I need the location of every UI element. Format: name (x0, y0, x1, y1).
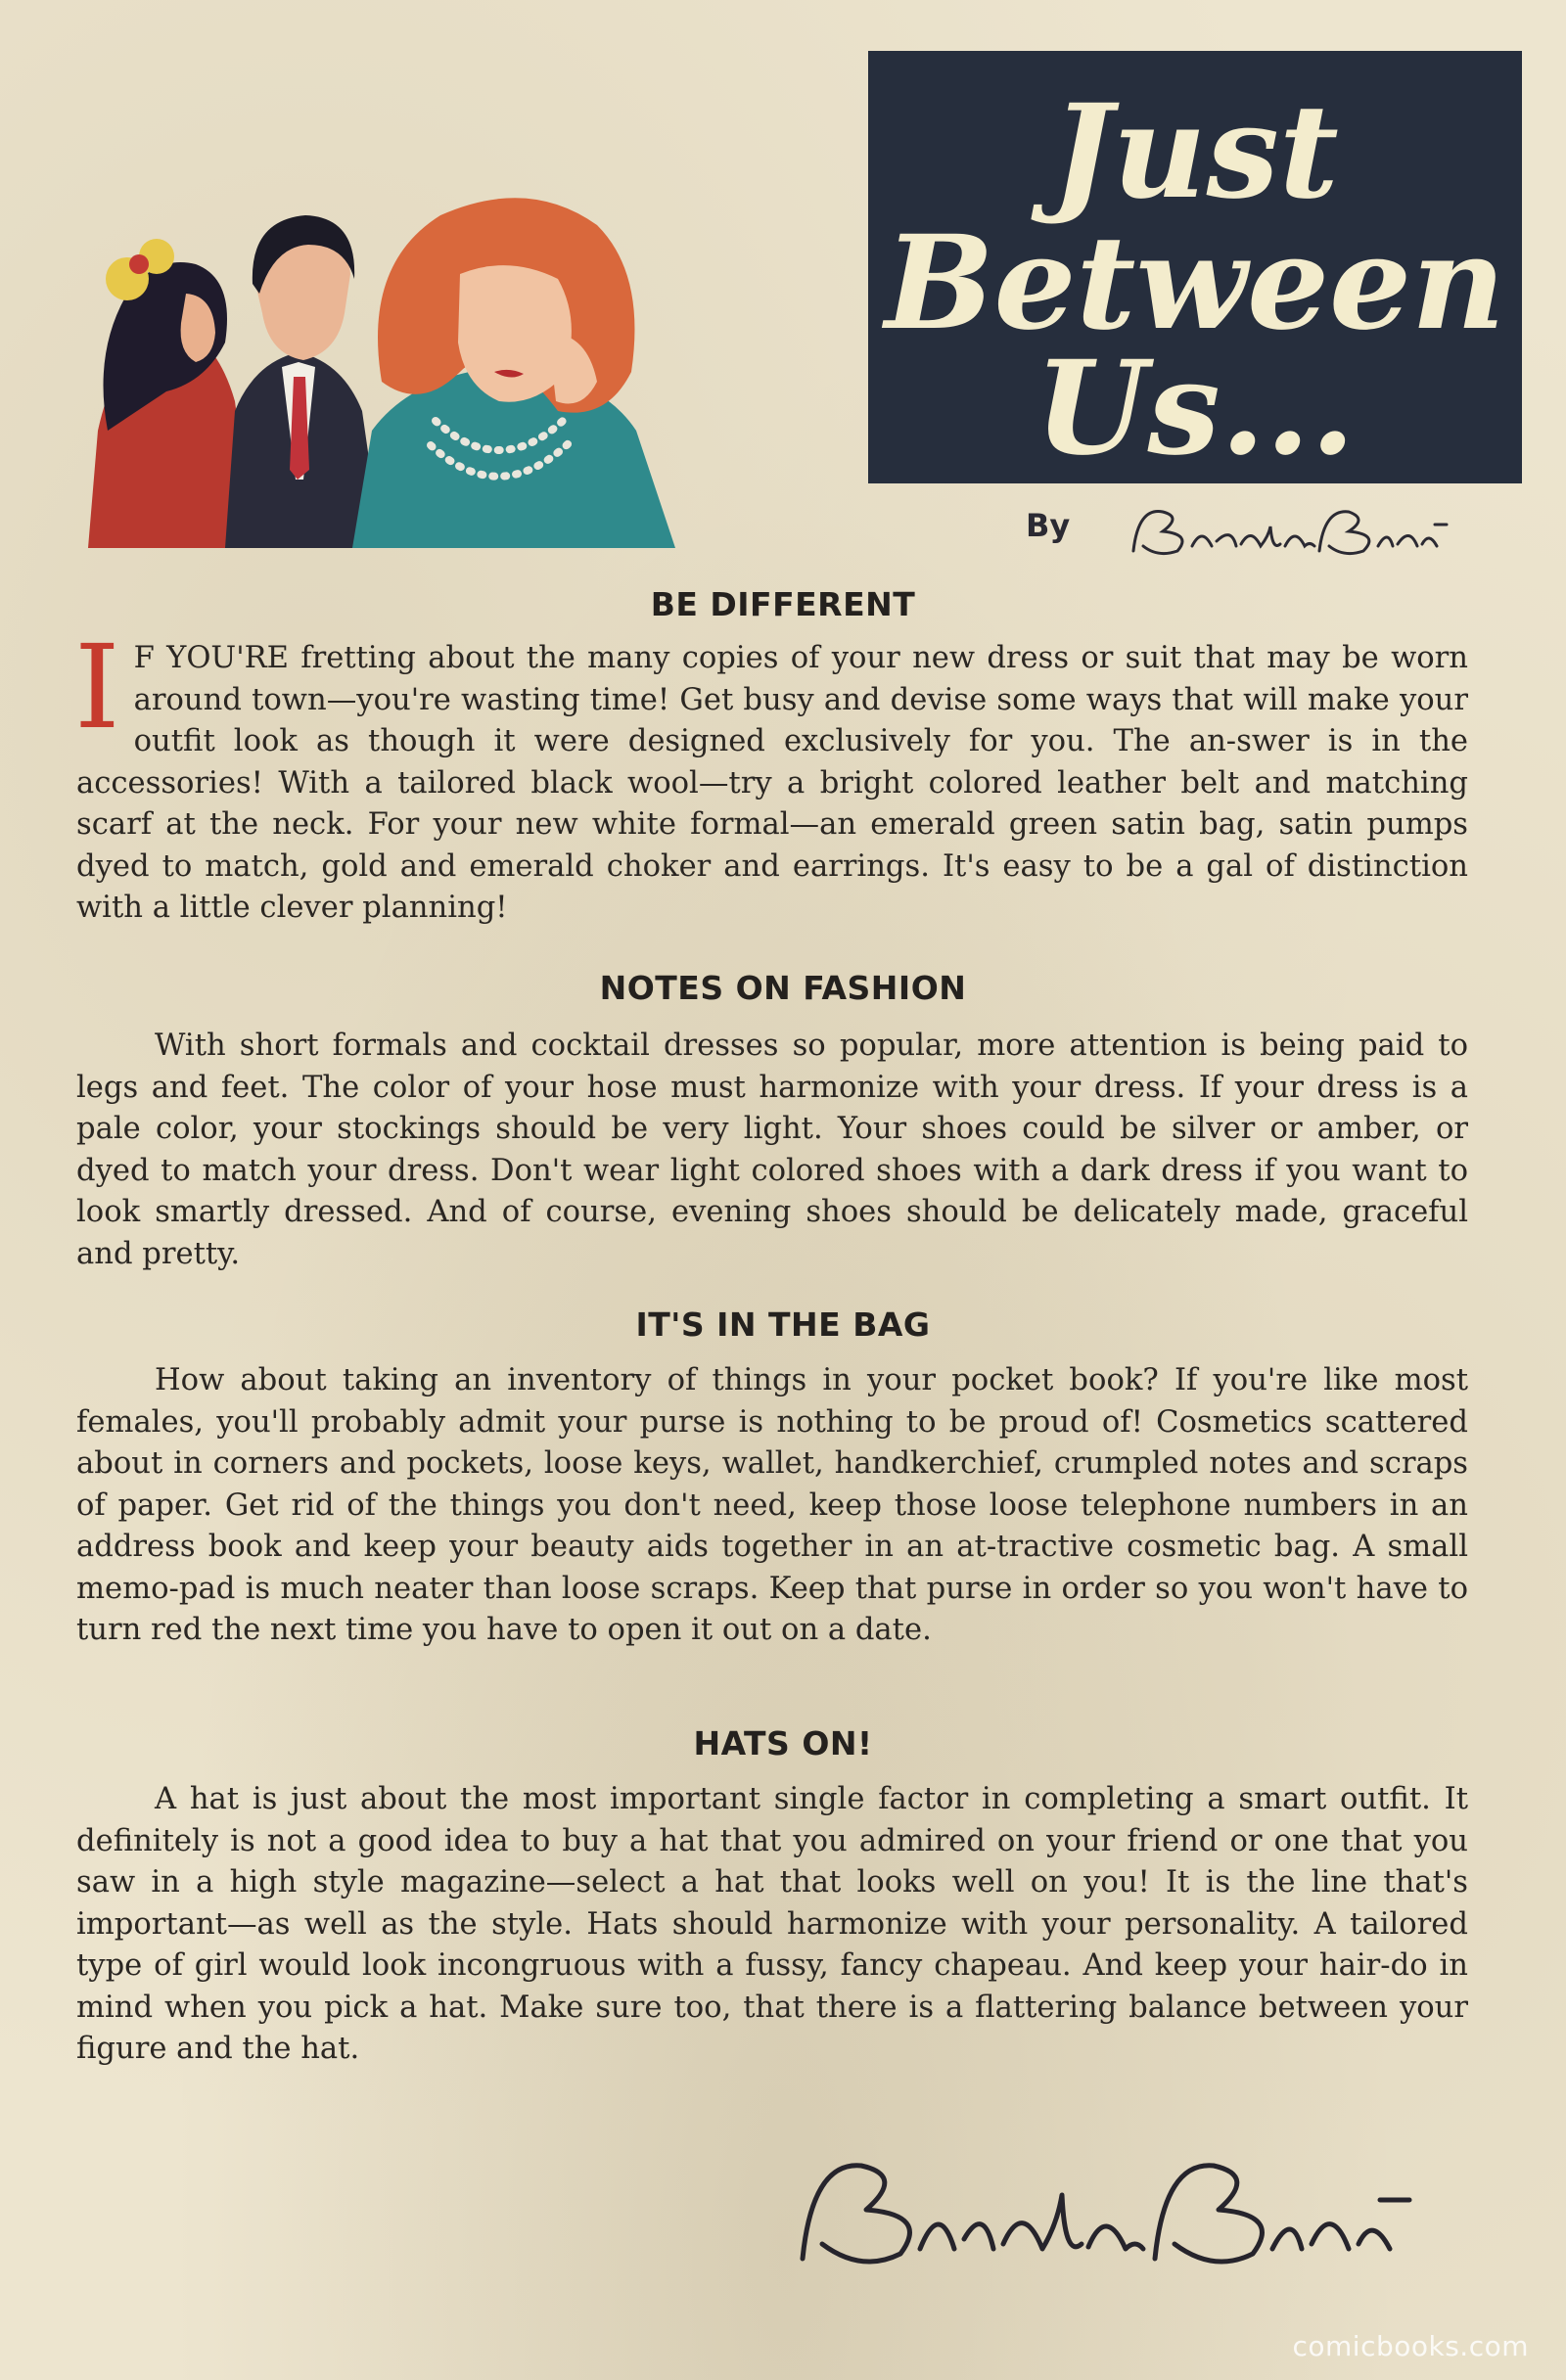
section-heading: NOTES ON FASHION (599, 969, 967, 1007)
title-box (868, 51, 1522, 483)
byline (1026, 497, 1456, 566)
byline-signature-image (1124, 497, 1456, 566)
title-line-1: Just (1051, 76, 1339, 228)
man-in-suit-figure (225, 215, 382, 548)
section-body: With short formals and cocktail dresses so popular, more attention is being paid to legs and feet. The color of your hose must harmonize with your dress. If your dress is a pale color, your stockings should be very light. Your shoes could be silver or amber, or dyed to match your dress. Don't wear light colored shoes with a dark dress if you want to look smartly dressed. And of course, evening shoes should be delicately made, graceful and pretty. (76, 1029, 1468, 1271)
section-heading: BE DIFFERENT (650, 585, 916, 623)
section-body-text: F YOU'RE fretting about the many copies of your new dress or suit that may be worn around town—you're wasting time! Get busy and devise some ways that will make your outfit look as though it were designed exclusively for you. The an-swer is in the accessories! With a tailored black wool—try a bright colored leather belt and matching scarf at the neck. For your new white formal—an emerald green satin bag, satin pumps dyed to match, gold and emerald choker and earrings. It's easy to be a gal of distinction with a little clever planning! (76, 641, 1468, 925)
section-body: How about taking an inventory of things in your pocket book? If you're like most females, you'll probably admit your purse is nothing to be proud of! Cosmetics scattered about in corners and pockets, loose keys, wallet, handkerchief, crumpled notes and scraps of paper. Get rid of the things you don't need, keep those loose telephone numbers in an address book and keep your beauty aids together in an at-tractive cosmetic bag. A small memo-pad is much neater than loose scraps. Keep that purse in order so you won't have to turn red the next time you have to open it out on a date. (76, 1363, 1468, 1647)
drop-cap: I (74, 619, 120, 755)
title-line-2: Between (884, 207, 1506, 359)
redhead-woman-figure (352, 198, 675, 548)
section-body (74, 619, 1468, 930)
section-heading: IT'S IN THE BAG (635, 1305, 931, 1344)
title-line-3: Us... (1035, 333, 1356, 484)
section-body: A hat is just about the most important single factor in completing a smart outfit. It definitely is not a good idea to buy a hat that you admired on your friend or one that you saw in a high style magazine—select a hat that looks well on you! It is the line that's important—as well as the style. Hats should harmonize with your personality. A tailored type of girl would look incongruous with a fussy, fancy chapeau. And keep your hair-do in mind when you pick a hat. Make sure too, that there is a flattering balance between your figure and the hat. (76, 1782, 1468, 2066)
section-heading: HATS ON! (693, 1724, 873, 1762)
header-illustration (88, 186, 861, 548)
signature-image (783, 2141, 1429, 2288)
byline-prefix: By (1026, 507, 1071, 544)
watermark: comicbooks.com (1292, 2330, 1529, 2362)
